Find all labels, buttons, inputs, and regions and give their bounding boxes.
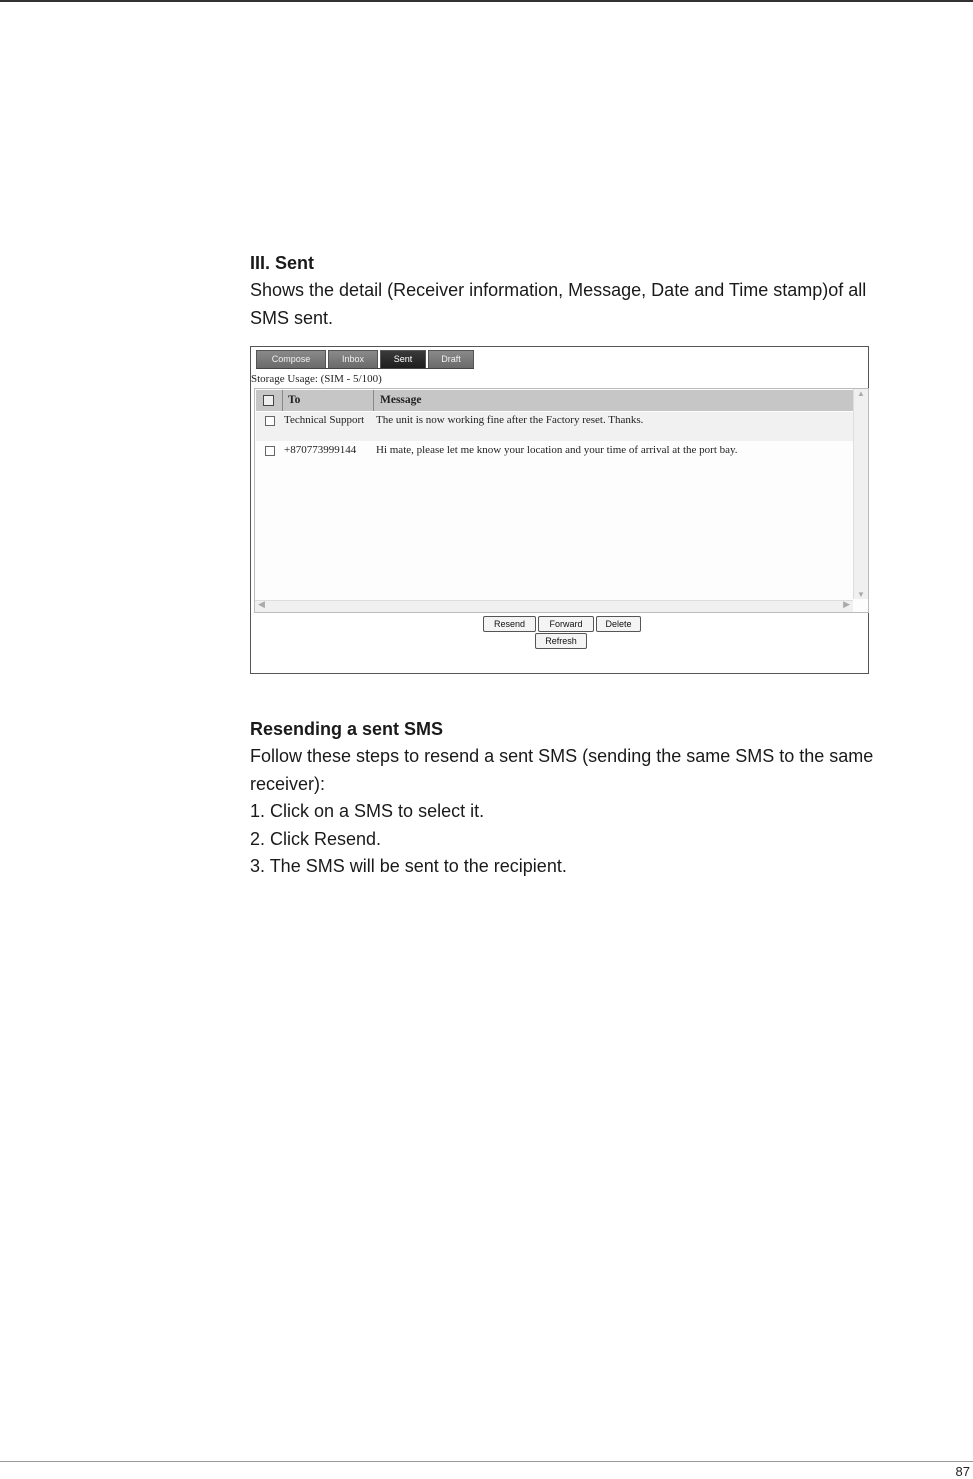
table-row[interactable] [256, 442, 853, 458]
column-header-message[interactable]: Message [380, 394, 422, 406]
delete-button[interactable]: Delete [596, 616, 641, 632]
row-to: +870773999144 [284, 444, 357, 456]
tab-draft[interactable]: Draft [428, 350, 474, 368]
resend-intro-line: receiver): [250, 773, 326, 794]
tab-compose[interactable]: Compose [256, 350, 326, 368]
sent-message-list [254, 388, 869, 613]
vertical-scrollbar[interactable] [853, 389, 868, 599]
column-divider [373, 390, 374, 411]
resend-step: 3. The SMS will be sent to the recipient. [250, 856, 567, 876]
scroll-right-icon[interactable]: ▶ [843, 599, 850, 609]
column-header-to[interactable]: To [288, 394, 301, 406]
tab-underline [256, 368, 474, 369]
resend-section [250, 716, 950, 881]
storage-usage: Storage Usage: (SIM - 5/100) [251, 373, 382, 385]
row-message: The unit is now working fine after the Factory reset. Thanks. [376, 414, 644, 426]
sent-description-line: SMS sent. [250, 307, 334, 328]
bottom-rule [0, 1461, 973, 1462]
top-rule [0, 0, 973, 2]
select-all-checkbox[interactable] [263, 395, 274, 406]
tab-sent[interactable]: Sent [380, 350, 426, 368]
sent-description-line: Shows the detail (Receiver information, Message, Date and Time stamp)of all [250, 280, 867, 300]
row-checkbox[interactable] [265, 446, 275, 456]
resend-intro-line: Follow these steps to resend a sent SMS (sending the same SMS to the same [250, 746, 874, 766]
page-number: 87 [955, 1464, 970, 1479]
row-to: Technical Support [284, 414, 365, 426]
row-message: Hi mate, please let me know your location and your time of arrival at the port bay. [376, 444, 738, 456]
refresh-button[interactable]: Refresh [535, 633, 587, 649]
column-divider [282, 390, 283, 411]
tab-bar [256, 350, 474, 368]
tab-inbox[interactable]: Inbox [328, 350, 378, 368]
resend-heading: Resending a sent SMS [250, 719, 444, 739]
scroll-left-icon[interactable]: ◀ [258, 599, 265, 609]
scroll-down-icon[interactable]: ▼ [857, 590, 865, 599]
horizontal-scrollbar[interactable] [255, 600, 853, 612]
table-row[interactable] [256, 412, 853, 441]
resend-button[interactable]: Resend [483, 616, 536, 632]
forward-button[interactable]: Forward [538, 616, 594, 632]
table-header [256, 390, 853, 411]
sent-sms-screenshot [250, 346, 869, 674]
resend-step: 1. Click on a SMS to select it. [250, 801, 485, 821]
sent-heading: III. Sent [250, 253, 315, 273]
resend-step: 2. Click Resend. [250, 828, 382, 849]
sent-section [250, 250, 950, 332]
row-checkbox[interactable] [265, 416, 275, 426]
scroll-up-icon[interactable]: ▲ [857, 389, 865, 398]
